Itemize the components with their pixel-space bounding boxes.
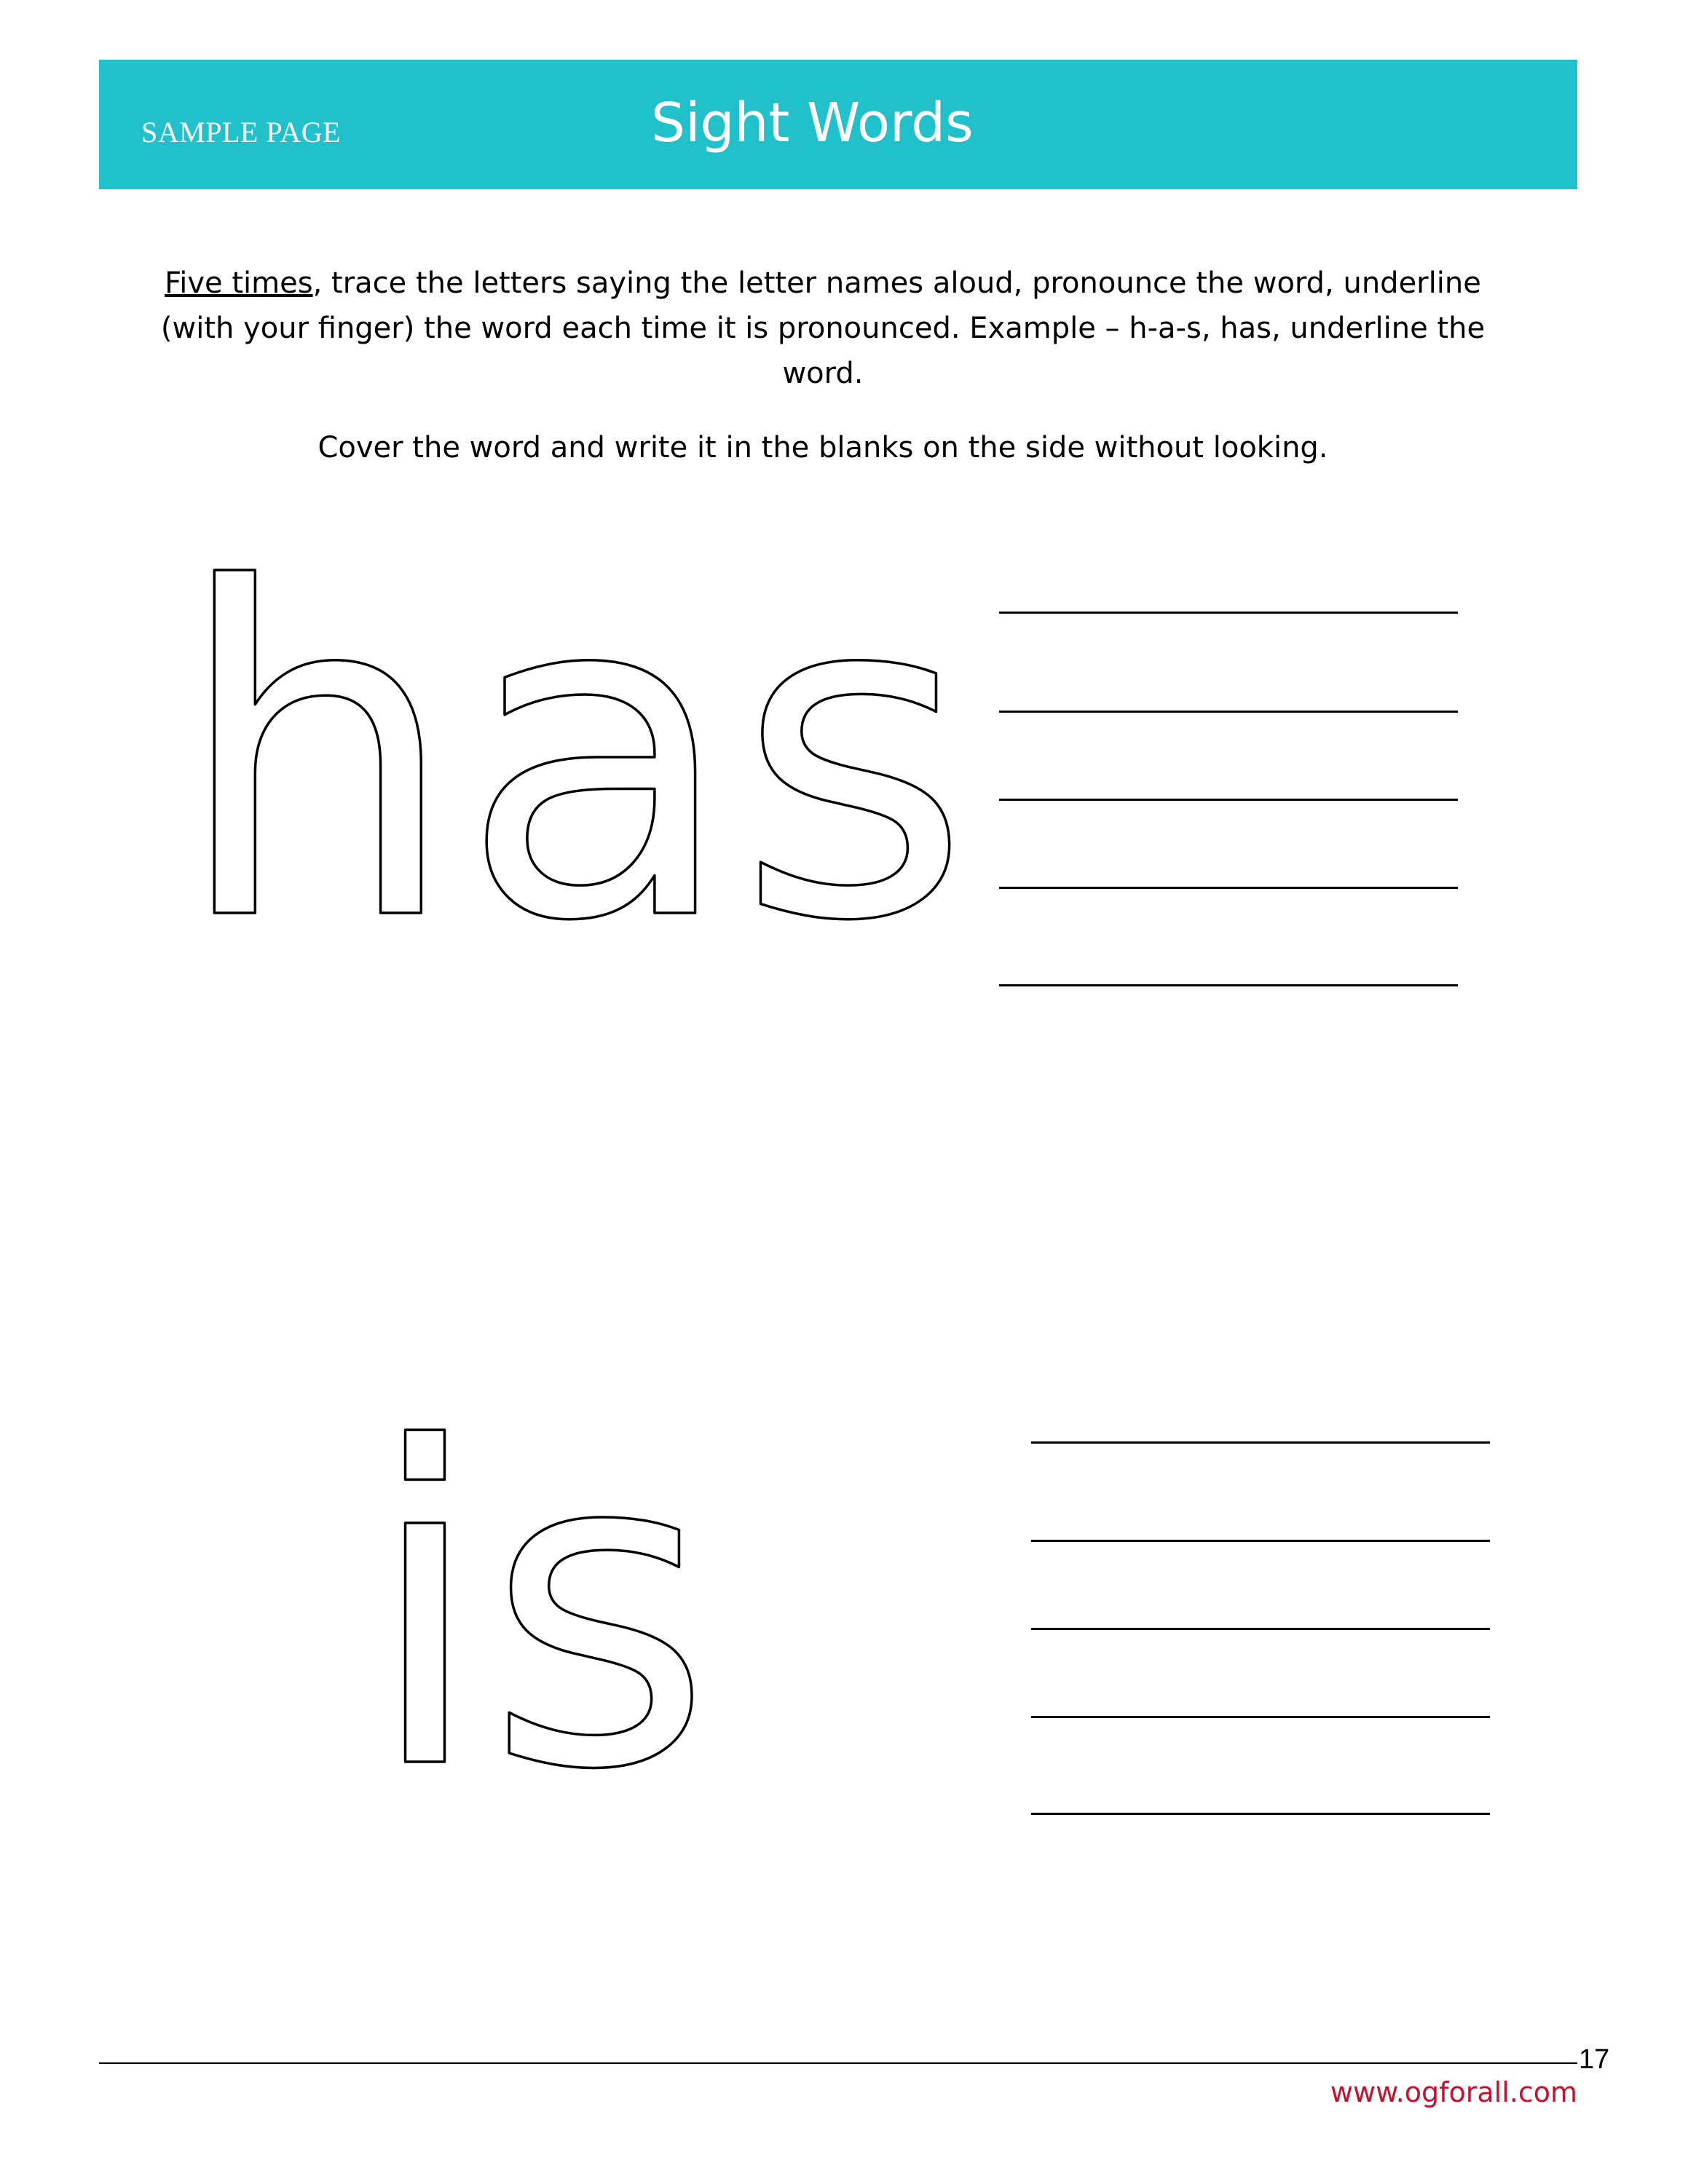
writing-blank[interactable]: [1031, 1716, 1490, 1718]
writing-blank[interactable]: [1031, 1540, 1490, 1542]
trace-word-is: is: [364, 1356, 714, 1865]
writing-blank[interactable]: [999, 612, 1458, 614]
website-link[interactable]: www.ogforall.com: [1330, 2076, 1577, 2108]
instruction-text: , trace the letters saying the letter names aloud, pronounce the word, underline (with your finger) the word each time it is pronounced. Example – h-a-s, has, underline the word.: [160, 266, 1486, 390]
writing-blank[interactable]: [1031, 1628, 1490, 1630]
footer-divider: [99, 2062, 1577, 2064]
instruction-paragraph-1: [146, 261, 1500, 396]
instruction-paragraph-2: Cover the word and write it in the blanks on the side without looking.: [318, 431, 1328, 464]
writing-blank[interactable]: [999, 711, 1458, 713]
writing-blank[interactable]: [999, 799, 1458, 801]
writing-blank[interactable]: [1031, 1813, 1490, 1815]
instructions: [146, 261, 1500, 470]
page-title: Sight Words: [651, 92, 974, 154]
page-number: 17: [1579, 2044, 1610, 2075]
instruction-emphasis: Five times: [165, 266, 313, 300]
writing-blank[interactable]: [999, 887, 1458, 889]
trace-word-has: has: [173, 495, 971, 1020]
writing-blank[interactable]: [1031, 1441, 1490, 1444]
sample-page-label: SAMPLE PAGE: [141, 116, 342, 149]
writing-blank[interactable]: [999, 984, 1458, 986]
